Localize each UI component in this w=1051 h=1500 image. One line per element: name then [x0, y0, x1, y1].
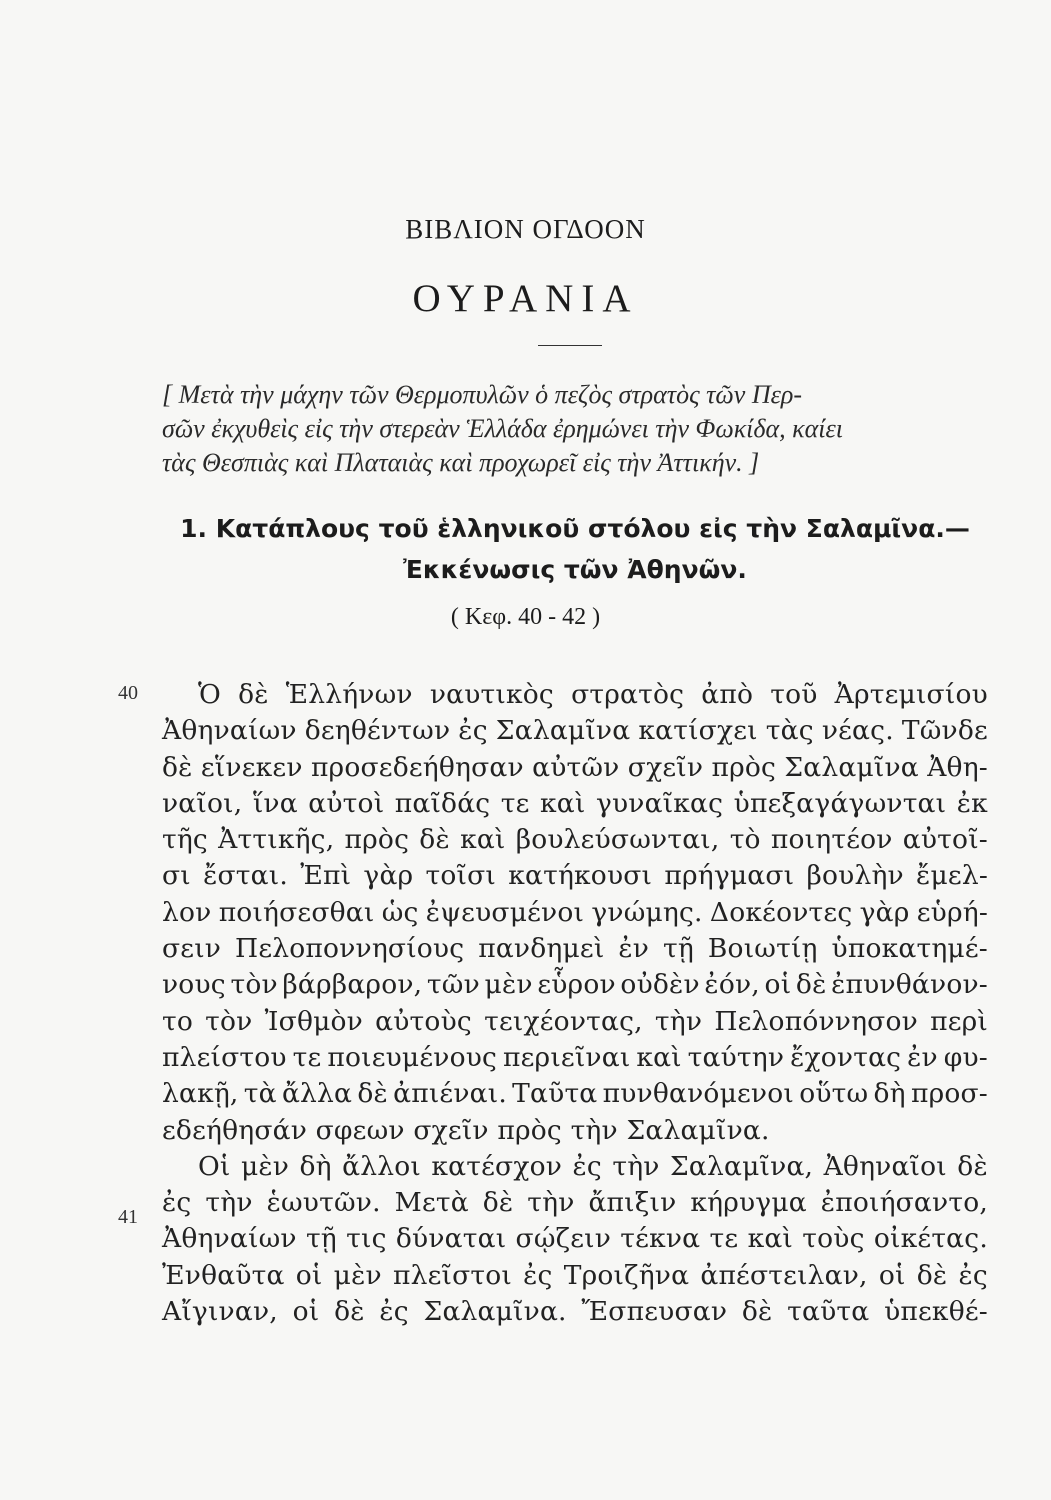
text-line [162, 822, 988, 858]
word: οὕτω [799, 1078, 869, 1110]
word: τοῖσι [425, 860, 497, 892]
word: Δοκέοντες [709, 896, 853, 928]
word: καὶ [636, 1041, 682, 1073]
text-line [162, 1258, 988, 1294]
word: δὴ [873, 1078, 906, 1110]
word: τὰ [243, 1078, 277, 1110]
word: βουλὴν [806, 860, 904, 892]
text-line [162, 750, 988, 786]
word: Σαλαμῖνα. [423, 1296, 567, 1328]
chapter-heading-line: Ἐκκένωσις τῶν Ἀθηνῶν. [403, 555, 747, 584]
word: ἐς [523, 1259, 553, 1291]
word: ἄπιξιν [588, 1187, 677, 1219]
text-line [162, 1294, 988, 1330]
word: στρατὸς [571, 679, 685, 710]
word: δύναται [395, 1223, 507, 1255]
word: ἀπὸ [701, 679, 754, 710]
word: ποιευμένους [327, 1041, 498, 1073]
word: Ἐπὶ [300, 860, 352, 892]
word: μὲν [333, 1259, 382, 1291]
word: ἀπιέναι. [393, 1078, 507, 1110]
word: λακῇ, [162, 1078, 239, 1110]
word: ἐς [958, 1259, 988, 1291]
word: γυναῖκας [595, 787, 724, 819]
word: ὑπεξαγάγωνται [733, 787, 947, 819]
word: ποιήσεσθαι [218, 896, 375, 928]
word: τοὺς [802, 1223, 865, 1255]
word: ἐς [458, 715, 488, 747]
word: τέκνα [620, 1223, 701, 1255]
word: κατίσχει [638, 715, 758, 747]
chapter-reference [0, 604, 1051, 631]
word: Ὁ [198, 679, 221, 710]
chapter-heading [150, 508, 1000, 590]
word: ἔμελ- [916, 860, 988, 892]
word: τειχέοντας, [484, 1005, 643, 1037]
word: καὶ [540, 787, 586, 819]
word: ταύτην [687, 1041, 785, 1073]
word: μὲν [240, 1150, 290, 1182]
word: δὴ [299, 1150, 332, 1182]
word: πυνθανόμενοι [602, 1078, 794, 1110]
word: πλείστου [162, 1041, 287, 1073]
text-line [162, 858, 988, 894]
word: ποιητέον [770, 824, 893, 856]
main-text [162, 677, 988, 1330]
word: πρὸς [344, 824, 410, 856]
word: δὲ [334, 1296, 365, 1328]
word: εὗρον [537, 969, 616, 1001]
text-line [162, 1185, 988, 1221]
text-line [162, 931, 988, 967]
word: τὸν [230, 969, 278, 1001]
word: τῇ [305, 1223, 337, 1255]
word: δὲ [916, 1259, 948, 1291]
word: Ἔσπευσαν [581, 1296, 728, 1328]
text-line [162, 1004, 988, 1040]
word: περιεῖναι [503, 1041, 631, 1073]
word: τῇ [663, 933, 694, 965]
word: γὰρ [363, 860, 414, 892]
word: ταῦτα [787, 1296, 870, 1328]
word: αὐτοὶ [308, 787, 385, 819]
word: ἔχοντας [790, 1041, 902, 1073]
word: ὡς [381, 896, 419, 928]
word: τις [346, 1223, 387, 1255]
word: τὰς [765, 715, 814, 747]
word: λον [162, 896, 212, 928]
word: Πελοποννησίους [235, 933, 465, 965]
word: Ἀθηναίων [162, 715, 297, 747]
word: ἑωυτῶν. [266, 1187, 381, 1219]
word: τε [292, 1041, 322, 1073]
word: ἄλλοι [342, 1150, 421, 1182]
word: σῴζειν [515, 1223, 612, 1255]
word: Πελοπόννησον [714, 1005, 918, 1037]
word: Ἀθη- [927, 751, 988, 783]
word: ἐν [618, 933, 650, 965]
summary-line: σῶν ἐκχυθεὶς εἰς τὴν στερεὰν Ἑλλάδα ἐρημώνει τὴν Φωκίδα, καίει [162, 414, 843, 443]
word: κατήκουσι [508, 860, 653, 892]
chapter-reference-range: 40 - 42 ) [518, 604, 601, 630]
text-line [162, 895, 988, 931]
word: Βοιωτίῃ [707, 933, 818, 965]
text-line: εδεήθησάν σφεων σχεῖν πρὸς τὴν Σαλαμῖνα. [162, 1114, 770, 1146]
title-divider [538, 345, 602, 346]
text-line [162, 1221, 988, 1257]
text-line [162, 713, 988, 749]
word: Μετὰ [394, 1187, 469, 1219]
word: ἔσται. [203, 860, 288, 892]
chapter-reference-label: ( Κεφ. [450, 604, 513, 630]
word: οἱ [764, 969, 792, 1001]
word: τὴν [612, 1150, 660, 1182]
text-line [162, 967, 988, 1003]
section-title: ΟΥΡΑΝΙΑ [412, 277, 639, 320]
word: τὸ [729, 824, 761, 856]
word: δὲ [238, 679, 269, 710]
word: Τροιζῆνα [563, 1259, 690, 1291]
word: Σαλαμῖνα, [670, 1150, 814, 1182]
word: ἐς [162, 1187, 192, 1219]
word: αὐτῶν [532, 751, 620, 783]
word: Σαλαμῖνα [495, 715, 631, 747]
word: οἱ [292, 1296, 320, 1328]
word: δὲ [419, 824, 450, 856]
word: προσ- [910, 1078, 988, 1110]
word: κήρυγμα [690, 1187, 807, 1219]
word: αὐτοὺς [375, 1005, 472, 1037]
word: βάρβαρον, [282, 969, 423, 1001]
word: ἐπυνθάνον- [831, 969, 988, 1001]
word: δὲ [357, 1078, 388, 1110]
word: φυ- [943, 1041, 988, 1073]
word: ἐς [572, 1150, 602, 1182]
text-line [162, 1076, 988, 1112]
margin-number-40: 40 [118, 682, 138, 704]
word: γὰρ [859, 896, 910, 928]
word: ἐς [379, 1296, 409, 1328]
word: σι [162, 860, 191, 892]
word: Ἀττικῆς, [218, 824, 335, 856]
word: παῖδάς [394, 787, 491, 819]
word: κατέσχον [431, 1150, 563, 1182]
word: τῆς [162, 824, 208, 856]
word: οἰκέτας. [873, 1223, 988, 1255]
text-line [162, 677, 988, 713]
word: τὴν [654, 1005, 703, 1037]
word: δὲ [795, 969, 827, 1001]
word: γνώμης. [591, 896, 703, 928]
word: πρὸς [711, 751, 777, 783]
word: περὶ [930, 1005, 988, 1037]
word: Οἱ [198, 1150, 231, 1182]
word: αὐτοῖ- [902, 824, 988, 856]
word: ἐόν, [704, 969, 760, 1001]
text-line [162, 1040, 988, 1076]
word: βουλεύσωνται, [515, 824, 720, 856]
word: δεηθέντων [304, 715, 451, 747]
word: Ἑλλήνων [285, 679, 413, 710]
word: δὲ [482, 1187, 514, 1219]
word: ἵνα [252, 787, 298, 819]
word: ἐποιήσαντο, [820, 1187, 988, 1219]
word: τὴν [527, 1187, 575, 1219]
word: Ἀθηναῖοι [823, 1150, 947, 1182]
word: οἱ [295, 1259, 323, 1291]
word: εἵνεκεν [200, 751, 303, 783]
word: ἀπέστειλαν, [700, 1259, 868, 1291]
word: τε [709, 1223, 739, 1255]
word: πλεῖστοι [392, 1259, 512, 1291]
word: ἐκ [956, 787, 988, 819]
word: οὐδὲν [620, 969, 700, 1001]
margin-number-41: 41 [118, 1206, 138, 1228]
word: Ἰσθμὸν [264, 1005, 363, 1037]
book-title: ΒΙΒΛΙΟΝ ΟΓΔΟΟΝ [405, 214, 646, 244]
word: τὸν [205, 1005, 253, 1037]
word: εὑρή- [916, 896, 988, 928]
word: οἱ [878, 1259, 906, 1291]
word: ἐν [907, 1041, 938, 1073]
word: δὲ [741, 1296, 773, 1328]
word: Τῶνδε [901, 715, 988, 747]
word: μὲν [484, 969, 533, 1001]
text-line [162, 1149, 988, 1185]
word: ἐψευσμένοι [425, 896, 585, 928]
word: τὴν [205, 1187, 253, 1219]
word: Ταῦτα [512, 1078, 598, 1110]
word: Ἐνθαῦτα [162, 1259, 285, 1291]
word: δὲ [957, 1150, 988, 1182]
word: Ἀθηναίων [162, 1223, 297, 1255]
word: ναυτικὸς [429, 679, 554, 710]
word: σειν [162, 933, 222, 965]
word: τῶν [426, 969, 480, 1001]
word: δὲ [162, 751, 193, 783]
summary-line: τὰς Θεσπιὰς καὶ Πλαταιὰς καὶ προχωρεῖ εἰς τὴν Ἀττικήν. ] [162, 448, 760, 477]
word: τοῦ [770, 679, 818, 710]
word: πρήγμασι [664, 860, 795, 892]
word: Αἴγιναν, [162, 1296, 278, 1328]
word: νους [162, 969, 226, 1001]
word: πανδημεὶ [478, 933, 605, 965]
text-line [162, 786, 988, 822]
word: προσεδεήθησαν [310, 751, 524, 783]
word: καὶ [747, 1223, 794, 1255]
summary-block [162, 378, 986, 480]
word: νέας. [821, 715, 894, 747]
word: ὑπεκθέ- [884, 1296, 988, 1328]
word: σχεῖν [627, 751, 704, 783]
chapter-heading-line: 1. Κατάπλους τοῦ ἑλληνικοῦ στόλου εἰς τὴν Σαλαμῖνα.— [180, 514, 970, 543]
word: Σαλαμῖνα [784, 751, 919, 783]
word: ὑποκατημέ- [831, 933, 988, 965]
word: καὶ [460, 824, 506, 856]
word: ἄλλα [281, 1078, 353, 1110]
word: τε [500, 787, 530, 819]
word: το [162, 1005, 194, 1037]
word: ναῖοι, [162, 787, 243, 819]
word: Ἀρτεμισίου [834, 679, 988, 710]
summary-line: [ Μετὰ τὴν μάχην τῶν Θερμοπυλῶν ὁ πεζὸς στρατὸς τῶν Περ- [162, 380, 802, 409]
